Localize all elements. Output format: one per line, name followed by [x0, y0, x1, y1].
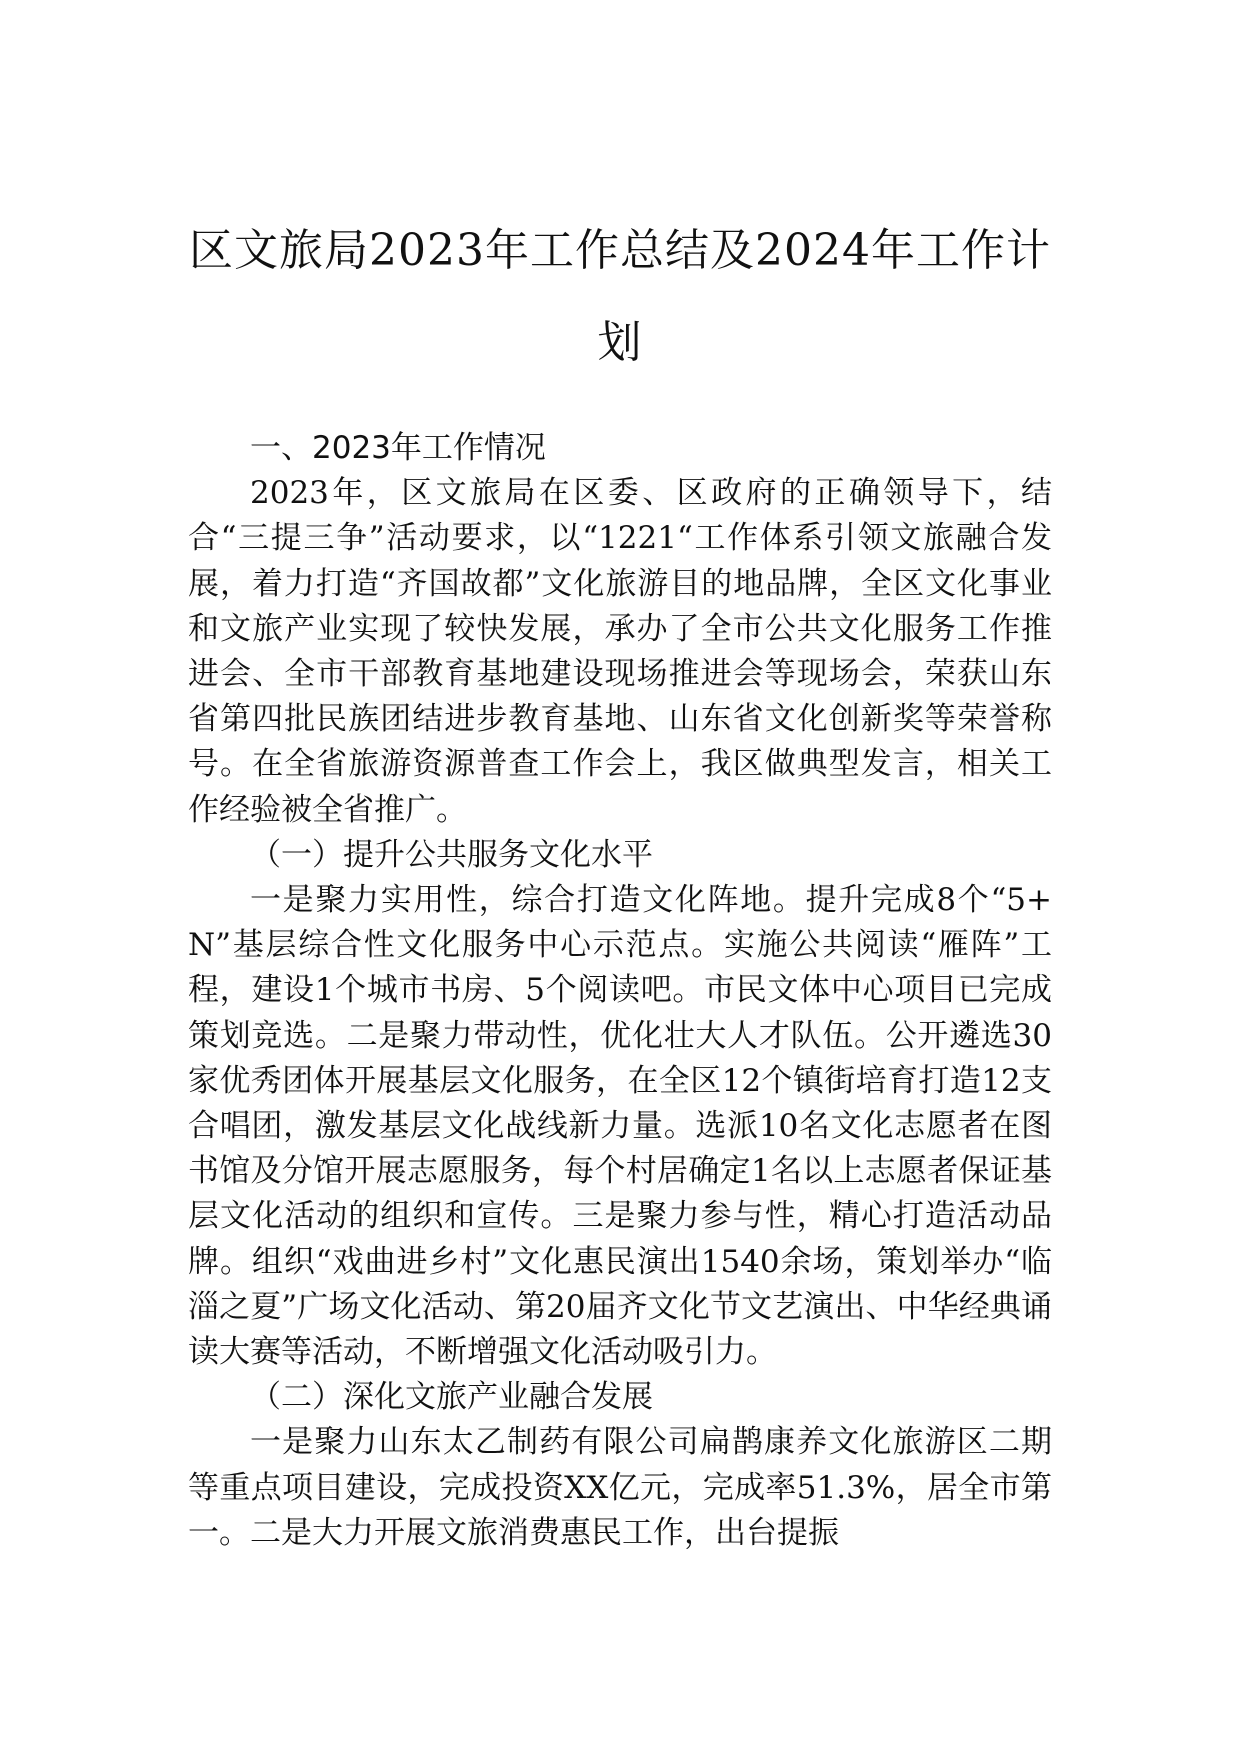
subsection-heading: （二）深化文旅产业融合发展 [250, 1379, 653, 1416]
subsection-heading: （一）提升公共服务文化水平 [250, 836, 653, 873]
section-intro-paragraph: 2023年，区文旅局在区委、区政府的正确领导下，结合“三提三争”活动要求，以“1221“工作体系引领文旅融合发展，着力打造“齐国故都”文化旅游目的地品牌，全区文化事业和文旅产业实现了较快发展，承办了全市公共文化服务工作推进会、全市干部教育基地建设现场推进会等现场会，荣获山东省第四批民族团结进步教育基地、山东省文化创新奖等荣誉称号。在全省旅游资源普查工作会上，我区做典型发言，相关工作经验被全省推广。 [188, 475, 1052, 828]
document-body [188, 426, 1052, 1556]
subsection-paragraph: 一是聚力实用性，综合打造文化阵地。提升完成8个“5+N”基层综合性文化服务中心示范点。实施公共阅读“雁阵”工程，建设1个城市书房、5个阅读吧。市民文体中心项目已完成策划竞选。二是聚力带动性，优化壮大人才队伍。公开遴选30家优秀团体开展基层文化服务，在全区12个镇街培育打造12支合唱团，激发基层文化战线新力量。选派10名文化志愿者在图书馆及分馆开展志愿服务，每个村居确定1名以上志愿者保证基层文化活动的组织和宣传。三是聚力参与性，精心打造活动品牌。组织“戏曲进乡村”文化惠民演出1540余场，策划举办“临淄之夏”广场文化活动、第20届齐文化节文艺演出、中华经典诵读大赛等活动，不断增强文化活动吸引力。 [188, 882, 1052, 1371]
section-heading: 一、2023年工作情况 [250, 430, 546, 466]
document-title: 区文旅局2023年工作总结及2024年工作计划 [189, 225, 1051, 368]
subsection-paragraph: 一是聚力山东太乙制药有限公司扁鹊康养文化旅游区二期等重点项目建设，完成投资XX亿元，完成率51.3%，居全市第一。二是大力开展文旅消费惠民工作，出台提振 [188, 1424, 1052, 1551]
